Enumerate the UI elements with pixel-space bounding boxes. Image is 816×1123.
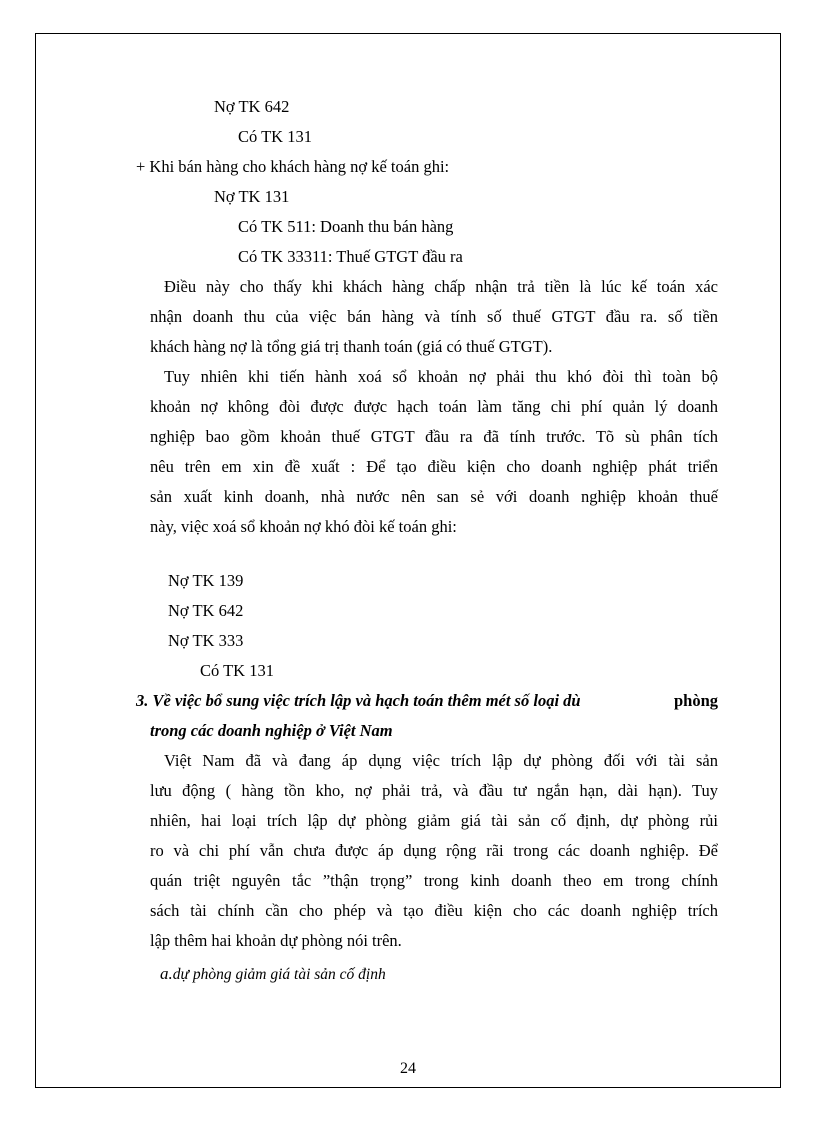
para3-line: sách tài chính cần cho phép và tạo điều kiện cho các doanh nghiệp trích	[150, 901, 718, 920]
para3-line: lập thêm hai khoản dự phòng nói trên.	[150, 931, 402, 950]
para3-line: nhiên, hai loại trích lập dự phòng giảm giá tài sản cố định, dự phòng rủi	[150, 811, 718, 830]
para2-line: Tuy nhiên khi tiến hành xoá sổ khoản nợ phải thu khó đòi thì toàn bộ	[164, 367, 718, 386]
section3-heading-upright: phòng	[673, 691, 718, 710]
entry-debit-642b: Nợ TK 642	[168, 601, 244, 620]
entry-credit-131: Có TK 131	[238, 127, 312, 146]
para3-line: lưu động ( hàng tồn kho, nợ phải trả, và đầu tư ngắn hạn, dài hạn). Tuy	[150, 781, 718, 800]
para3-line: ro và chi phí vẫn chưa được áp dụng rộng rãi trong các doanh nghiệp. Để	[150, 841, 718, 860]
para3-line: quán triệt nguyên tắc ”thận trọng” trong kinh doanh theo em trong chính	[150, 871, 718, 890]
entry-credit-511: Có TK 511: Doanh thu bán hàng	[238, 217, 454, 236]
entry-debit-642: Nợ TK 642	[214, 97, 290, 116]
subsection-a-letter: a.	[160, 964, 173, 983]
section3-heading-italic: 3. Về việc bổ sung việc trích lập và hạch toán thêm mét số loại dù	[136, 691, 581, 710]
para1-line: khách hàng nợ là tổng giá trị thanh toán (giá có thuế GTGT).	[150, 337, 553, 356]
subsection-a	[160, 964, 386, 985]
section3-heading-line2: trong các doanh nghiệp ở Việt Nam	[150, 721, 393, 740]
section3-heading	[136, 691, 718, 711]
entry-debit-333: Nợ TK 333	[168, 631, 244, 650]
para2-line: này, việc xoá sổ khoản nợ khó đòi kế toán ghi:	[150, 517, 457, 536]
para2-line: nêu trên em xin đề xuất : Để tạo điều kiện cho doanh nghiệp phát triển	[150, 457, 718, 476]
para1-line: Điều này cho thấy khi khách hàng chấp nhận trả tiền là lúc kế toán xác	[164, 277, 718, 296]
para2-line: sản xuất kinh doanh, nhà nước nên san sẻ với doanh nghiệp khoản thuế	[150, 487, 718, 506]
sale-intro: + Khi bán hàng cho khách hàng nợ kế toán ghi:	[136, 157, 450, 176]
entry-credit-33311: Có TK 33311: Thuế GTGT đầu ra	[238, 247, 463, 266]
para2-line: nghiệp bao gồm khoản thuế GTGT đầu ra đã tính trước. Tõ sù phân tích	[150, 427, 718, 446]
entry-debit-131: Nợ TK 131	[214, 187, 290, 206]
para2-line: khoản nợ không đòi được được hạch toán làm tăng chi phí quản lý doanh	[150, 397, 718, 416]
entry-credit-131b: Có TK 131	[200, 661, 274, 680]
page-number: 24	[400, 1060, 416, 1077]
entry-debit-139: Nợ TK 139	[168, 571, 244, 590]
subsection-a-text: dự phòng giảm giá tài sản cố định	[172, 966, 386, 983]
para1-line: nhận doanh thu của việc bán hàng và tính số thuế GTGT đầu ra. số tiền	[150, 307, 718, 326]
para3-line: Việt Nam đã và đang áp dụng việc trích lập dự phòng đối với tài sản	[164, 751, 718, 770]
